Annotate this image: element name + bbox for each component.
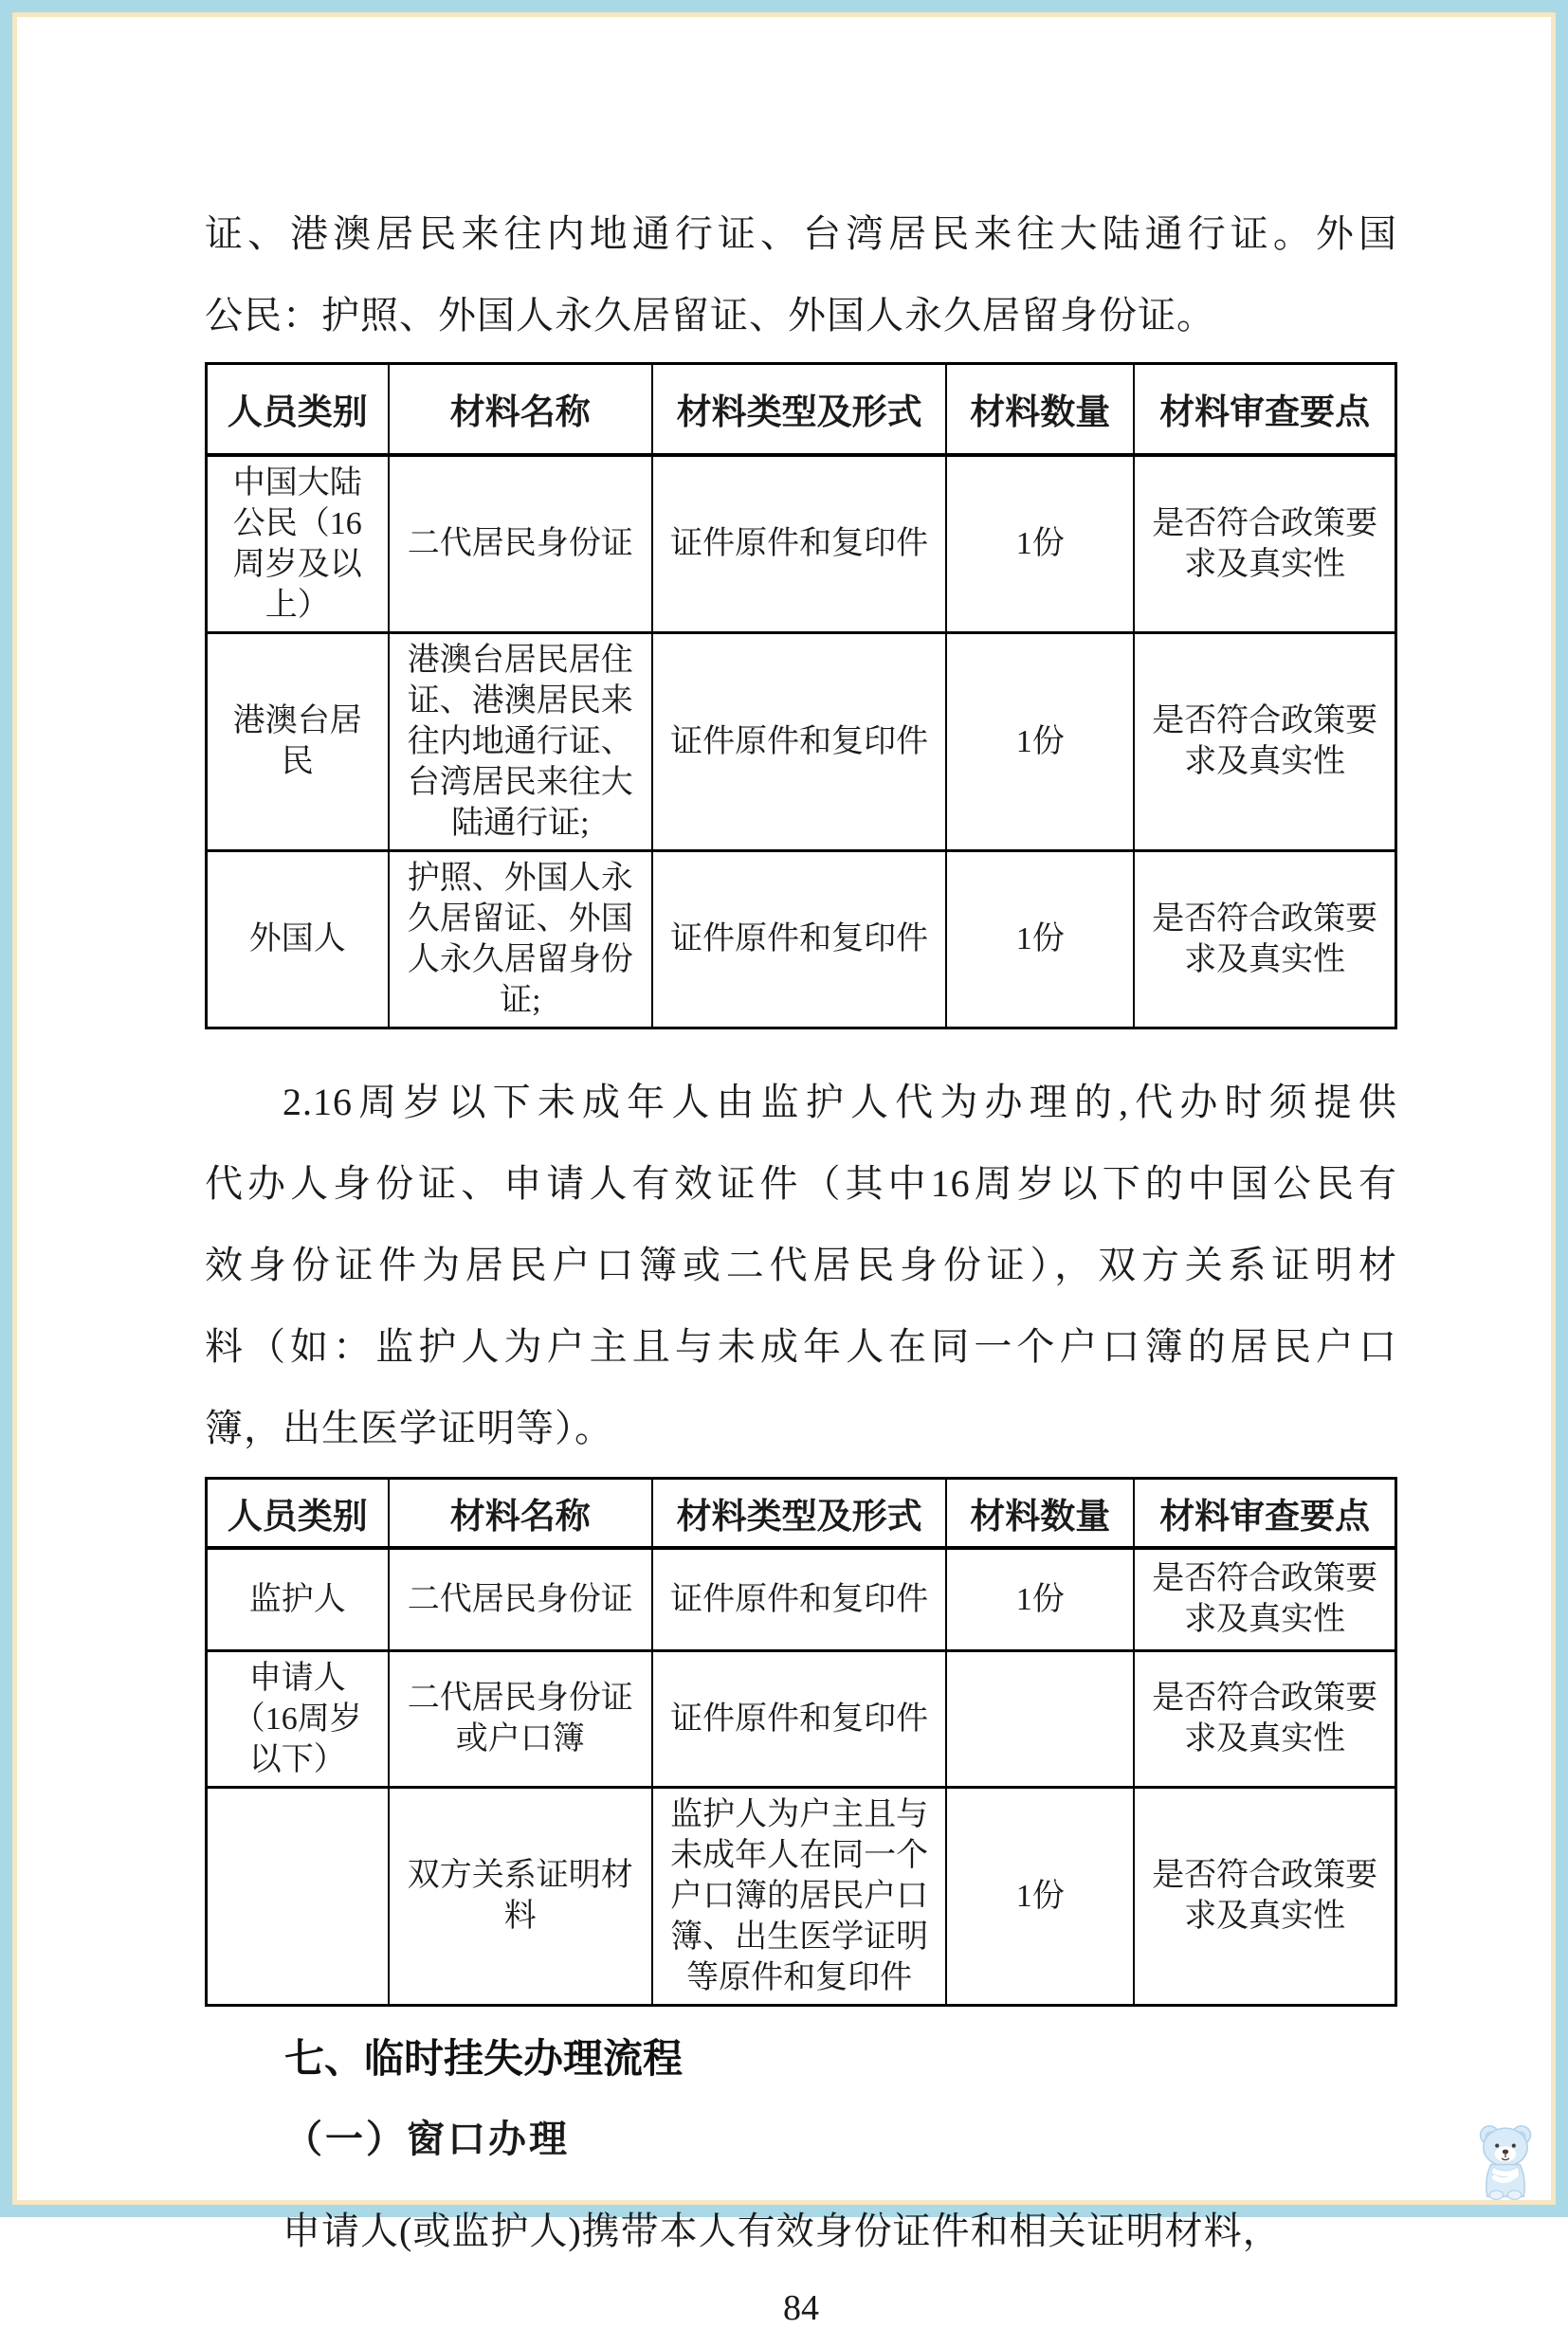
- table-cell: [207, 1787, 389, 2005]
- table-header-cell: 材料数量: [946, 364, 1134, 455]
- table-cell: 申请人（16周岁以下）: [207, 1650, 389, 1787]
- table-cell: 外国人: [207, 850, 389, 1028]
- table-cell: 1份: [946, 1787, 1134, 2005]
- table-cell: 是否符合政策要求及真实性: [1134, 632, 1395, 850]
- text-line: 公民：护照、外国人永久居留证、外国人永久居留身份证。: [205, 294, 1215, 337]
- table-cell: 是否符合政策要求及真实性: [1134, 1787, 1395, 2005]
- table-row: [207, 850, 1396, 1028]
- table-cell: 证件原件和复印件: [652, 455, 946, 633]
- table-cell: 二代居民身份证: [389, 1548, 653, 1650]
- table-header-cell: 材料名称: [389, 1478, 653, 1548]
- text-line: 料（如：监护人为户主且与未成年人在同一个户口簿的居民户口: [205, 1324, 1397, 1368]
- table-cell: 1份: [946, 632, 1134, 850]
- table-header-cell: 材料类型及形式: [652, 1478, 946, 1548]
- table-header-cell: 人员类别: [207, 1478, 389, 1548]
- table-cell: 港澳台居民: [207, 632, 389, 850]
- table-cell: 监护人: [207, 1548, 389, 1650]
- table-cell: 二代居民身份证或户口簿: [389, 1650, 653, 1787]
- materials-table-minors: [205, 1477, 1397, 2007]
- table-header-cell: 材料审查要点: [1134, 364, 1395, 455]
- table-cell: 是否符合政策要求及真实性: [1134, 1650, 1395, 1787]
- guardian-procedure-paragraph: [205, 1062, 1397, 1469]
- table-header-cell: 材料名称: [389, 364, 653, 455]
- materials-table-adults: [205, 362, 1397, 1029]
- table-cell: 是否符合政策要求及真实性: [1134, 455, 1395, 633]
- text-line: 效身份证件为居民户口簿或二代居民身份证），双方关系证明材: [205, 1243, 1397, 1286]
- text-line: 簿，出生医学证明等）。: [205, 1406, 613, 1449]
- table-cell: 1份: [946, 1548, 1134, 1650]
- table-row: [207, 1650, 1396, 1787]
- table-cell: 证件原件和复印件: [652, 850, 946, 1028]
- table-header-cell: 材料审查要点: [1134, 1478, 1395, 1548]
- page-frame: [12, 12, 1556, 2328]
- table-cell: 证件原件和复印件: [652, 1548, 946, 1650]
- table-cell: 是否符合政策要求及真实性: [1134, 1548, 1395, 1650]
- table-header-cell: 材料数量: [946, 1478, 1134, 1548]
- section-heading: 七、临时挂失办理流程: [284, 2035, 684, 2081]
- table-cell: 监护人为户主且与未成年人在同一个户口簿的居民户口簿、出生医学证明等原件和复印件: [652, 1787, 946, 2005]
- table-cell: [946, 1650, 1134, 1787]
- window-process-paragraph: [205, 2191, 1397, 2272]
- table-cell: 中国大陆公民（16周岁及以上）: [207, 455, 389, 633]
- text-line: 代办人身份证、申请人有效证件（其中16周岁以下的中国公民有: [205, 1161, 1397, 1205]
- table-cell: 护照、外国人永久居留证、外国人永久居留身份证;: [389, 850, 653, 1028]
- table-header-cell: 材料类型及形式: [652, 364, 946, 455]
- table-cell: 证件原件和复印件: [652, 1650, 946, 1787]
- table-cell: 港澳台居民居住证、港澳居民来往内地通行证、台湾居民来往大陆通行证;: [389, 632, 653, 850]
- table-row: [207, 1548, 1396, 1650]
- table-cell: 1份: [946, 455, 1134, 633]
- table-cell: 双方关系证明材料: [389, 1787, 653, 2005]
- text-line: 申请人(或监护人)携带本人有效身份证件和相关证明材料，: [283, 2209, 1282, 2252]
- table-row: [207, 1787, 1396, 2005]
- table-cell: 是否符合政策要求及真实性: [1134, 850, 1395, 1028]
- table-row: [207, 632, 1396, 850]
- page-number: 84: [783, 2287, 819, 2328]
- teddy-bear-icon: [1468, 2117, 1543, 2202]
- text-line: 证、港澳居民来往内地通行证、台湾居民来往大陆通行证。外国: [205, 212, 1397, 255]
- table-header-row: [207, 364, 1396, 455]
- table-cell: 二代居民身份证: [389, 455, 653, 633]
- table-cell: 1份: [946, 850, 1134, 1028]
- table-header-row: [207, 1478, 1396, 1548]
- window-subheading: （一）窗口办理: [284, 2117, 570, 2160]
- page-content: [17, 17, 1551, 2329]
- intro-paragraph: [205, 193, 1397, 356]
- text-line: 2.16周岁以下未成年人由监护人代为办理的,代办时须提供: [283, 1080, 1397, 1123]
- table-row: [207, 455, 1396, 633]
- table-cell: 证件原件和复印件: [652, 632, 946, 850]
- table-header-cell: 人员类别: [207, 364, 389, 455]
